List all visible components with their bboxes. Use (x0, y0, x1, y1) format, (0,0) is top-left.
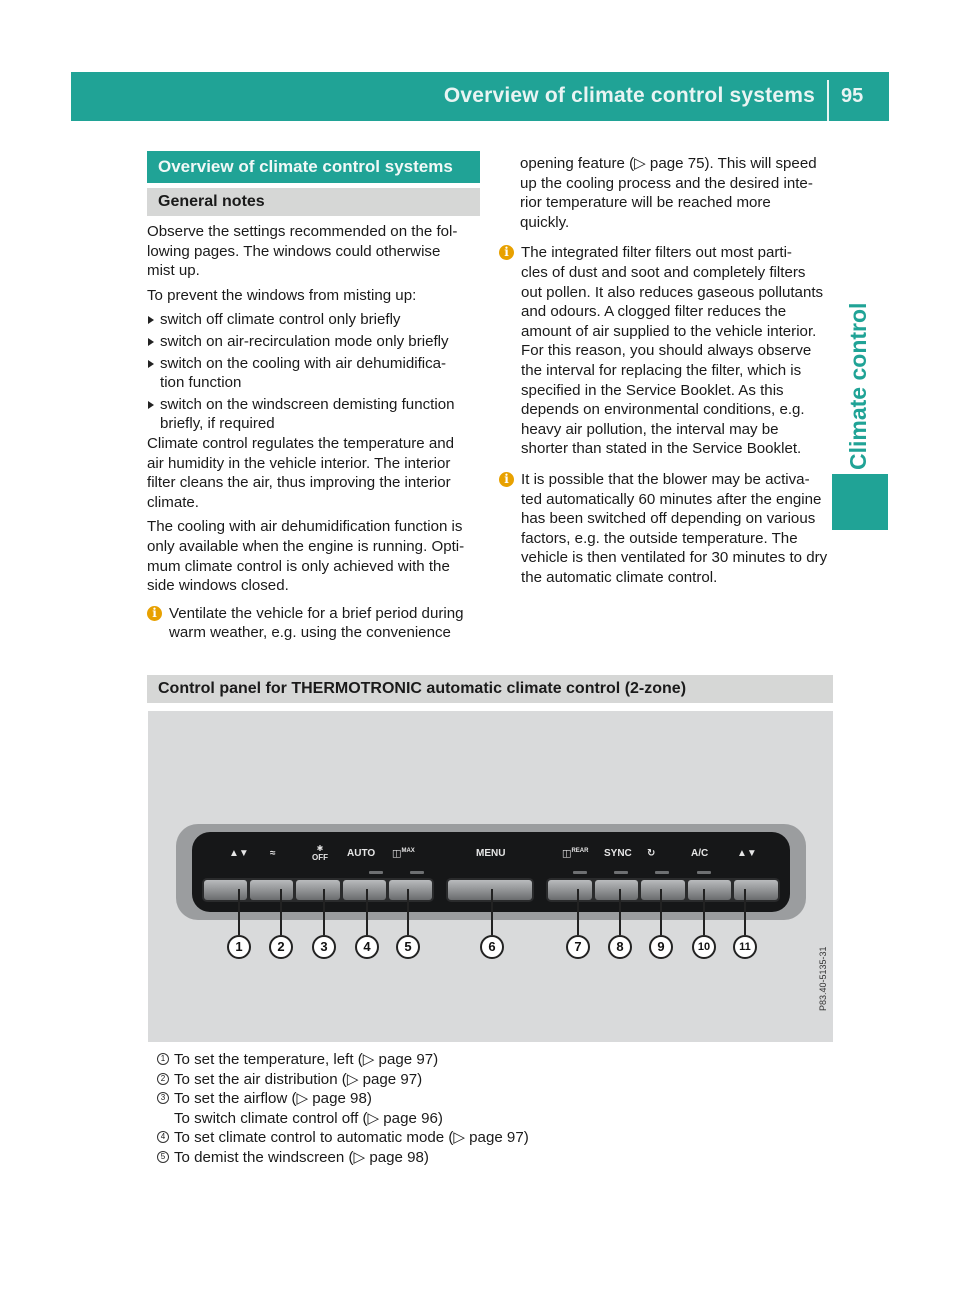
paragraph-regulates (147, 434, 482, 512)
paragraph-continuation (499, 154, 835, 232)
text-line: Climate control regulates the temperature and (147, 434, 455, 452)
ac-button[interactable] (688, 880, 732, 900)
callout-9: 9 (649, 935, 673, 959)
text-line: It is possible that the blower may be activa- (521, 470, 810, 488)
legend-text: To set the temperature, left (▷ page 97) (174, 1051, 439, 1068)
windscreen-max-icon: ◫$^{MAX}$ (392, 848, 415, 860)
paragraph-cooling (147, 517, 482, 595)
control-panel-heading: Control panel for THERMOTRONIC automatic climate control (2-zone) (147, 675, 833, 703)
temp-left-arrows: ▲▼ (229, 848, 249, 859)
max-indicator (410, 871, 424, 874)
text-line: shorter than stated in the Service Booklet. (521, 440, 802, 458)
menu-button-row (446, 878, 534, 902)
recirculation-icon: ↻ (647, 848, 656, 859)
airflow-button[interactable] (296, 880, 339, 900)
bullet-item (147, 354, 482, 393)
text-line: switch on the cooling with air dehumidifica- (160, 354, 447, 372)
text-line: amount of air supplied to the vehicle interior. (521, 322, 817, 340)
text-line: The integrated filter filters out most parti- (521, 244, 792, 262)
right-column (499, 154, 835, 587)
text-line: air humidity in the vehicle interior. The interior (147, 454, 451, 472)
max-label: MAX (401, 848, 415, 854)
text-line: filter cleans the air, thus improving the interior (147, 474, 451, 492)
callout-line (280, 889, 282, 935)
page-header (71, 72, 889, 121)
text-line: switch off climate control only briefly (160, 311, 401, 329)
text-line: specified in the Service Booklet. As this (521, 381, 784, 399)
bullet-item (147, 395, 482, 434)
callout-5: 5 (396, 935, 420, 959)
sync-button[interactable] (595, 880, 639, 900)
paragraph-prevent: To prevent the windows from misting up: (147, 286, 417, 304)
menu-label: MENU (476, 848, 506, 859)
text-line: mum climate control is only achieved with the (147, 557, 450, 575)
auto-label: AUTO (347, 848, 376, 859)
callout-line (366, 889, 368, 935)
header-title: Overview of climate control systems (443, 84, 815, 107)
text-line: side windows closed. (147, 577, 289, 595)
page-number: 95 (841, 85, 864, 107)
legend-number: 3 (157, 1092, 169, 1104)
callout-line (238, 889, 240, 935)
air-distribution-icon: ≈ (270, 848, 276, 859)
legend-number: 4 (157, 1131, 169, 1143)
legend (157, 1050, 529, 1168)
text-line: lowing pages. The windows could otherwise (147, 242, 441, 260)
air-distribution-button[interactable] (250, 880, 293, 900)
legend-item (157, 1050, 529, 1070)
info-note (147, 604, 482, 643)
callout-line (323, 889, 325, 935)
callout-6: 6 (480, 935, 504, 959)
callout-2: 2 (269, 935, 293, 959)
legend-subline: To switch climate control off (▷ page 96) (174, 1109, 443, 1127)
text-line: and odours. A clogged filter reduces the (521, 303, 787, 321)
side-tab-marker (832, 474, 888, 530)
section-title: Overview of climate control systems (147, 151, 480, 183)
legend-item (157, 1089, 529, 1109)
demist-button[interactable] (389, 880, 432, 900)
text-line: has been switched off depending on various (521, 510, 816, 528)
left-button-row (202, 878, 434, 902)
info-note (499, 470, 835, 588)
legend-text: To demist the windscreen (▷ page 98) (174, 1148, 429, 1166)
callout-line (660, 889, 662, 935)
text-line: out pollen. It also reduces gaseous pollutants (521, 283, 824, 301)
text-line: up the cooling process and the desired inte- (520, 174, 813, 192)
general-notes-heading: General notes (147, 188, 480, 216)
callout-11: 11 (733, 935, 757, 959)
bullet-item (147, 332, 482, 352)
text-line: depends on environmental conditions, e.g. (521, 401, 805, 419)
rear-indicator (573, 871, 587, 874)
legend-number: 1 (157, 1053, 169, 1065)
callout-1: 1 (227, 935, 251, 959)
text-line: heavy air pollution, the interval may be (521, 420, 779, 438)
legend-text: To set climate control to automatic mode (▷ page 97) (174, 1129, 529, 1147)
side-tab-label: Climate control (845, 302, 871, 470)
bullet-item (147, 310, 482, 330)
info-note (499, 243, 835, 459)
text-line: vehicle is then ventilated for 30 minutes to dry (521, 549, 828, 567)
info-icon: i (499, 472, 514, 487)
info-icon: i (147, 606, 162, 621)
figure-reference: P83.40-5135-31 (818, 946, 828, 1011)
temp-right-arrows: ▲▼ (737, 848, 757, 859)
text-line: For this reason, you should always observe (521, 342, 812, 360)
header-divider (827, 80, 829, 121)
ac-indicator (697, 871, 711, 874)
menu-button[interactable] (448, 880, 532, 900)
legend-item (157, 1148, 529, 1168)
control-panel-figure (148, 711, 833, 1042)
callout-line (744, 889, 746, 935)
text-line: The cooling with air dehumidification function is (147, 518, 463, 536)
text-line: warm weather, e.g. using the convenience (169, 624, 451, 642)
text-line: opening feature (▷ page 75). This will speed (520, 155, 817, 172)
info-icon: i (499, 245, 514, 260)
callout-line (703, 889, 705, 935)
legend-text: To set the air distribution (▷ page 97) (174, 1070, 423, 1088)
text-line: mist up. (147, 262, 200, 280)
text-line: factors, e.g. the outside temperature. The (521, 529, 798, 547)
temp-right-button[interactable] (734, 880, 778, 900)
text-line: rior temperature will be reached more (520, 194, 771, 212)
legend-number: 2 (157, 1073, 169, 1085)
text-line: the interval for replacing the filter, which is (521, 361, 802, 379)
left-column (147, 222, 482, 643)
rear-window-icon: ◫$^{REAR}$ (562, 848, 589, 860)
rear-label: REAR (571, 848, 589, 854)
fan-off-icon: ✱ OFF (312, 844, 328, 862)
callout-3: 3 (312, 935, 336, 959)
text-line: briefly, if required (160, 415, 275, 433)
legend-number: 5 (157, 1151, 169, 1163)
sync-label: SYNC (604, 848, 632, 859)
recirculation-indicator (655, 871, 669, 874)
callout-7: 7 (566, 935, 590, 959)
text-line: ted automatically 60 minutes after the engine (521, 490, 822, 508)
text-line: only available when the engine is running. Opti- (147, 537, 465, 555)
callout-line (407, 889, 409, 935)
callout-line (577, 889, 579, 935)
legend-item (157, 1070, 529, 1090)
recirculation-button[interactable] (641, 880, 685, 900)
callout-line (491, 889, 493, 935)
text-line: the automatic climate control. (521, 568, 718, 586)
text-line: Observe the settings recommended on the fol- (147, 223, 458, 240)
off-label: OFF (312, 853, 328, 862)
callout-4: 4 (355, 935, 379, 959)
text-line: Ventilate the vehicle for a brief period during (169, 604, 464, 622)
auto-indicator (369, 871, 383, 874)
auto-button[interactable] (343, 880, 386, 900)
callout-line (619, 889, 621, 935)
sync-indicator (614, 871, 628, 874)
rear-window-button[interactable] (548, 880, 592, 900)
ac-label: A/C (691, 848, 709, 859)
callout-10: 10 (692, 935, 716, 959)
text-line: tion function (160, 374, 242, 392)
text-line: quickly. (520, 213, 570, 231)
legend-item (157, 1128, 529, 1148)
legend-text: To set the airflow (▷ page 98) (174, 1090, 372, 1108)
paragraph-observe (147, 222, 482, 281)
temp-left-button[interactable] (204, 880, 247, 900)
callout-8: 8 (608, 935, 632, 959)
text-line: climate. (147, 493, 200, 511)
text-line: switch on the windscreen demisting function (160, 395, 455, 413)
text-line: cles of dust and soot and completely filters (521, 263, 806, 281)
text-line: switch on air-recirculation mode only briefly (160, 332, 449, 350)
